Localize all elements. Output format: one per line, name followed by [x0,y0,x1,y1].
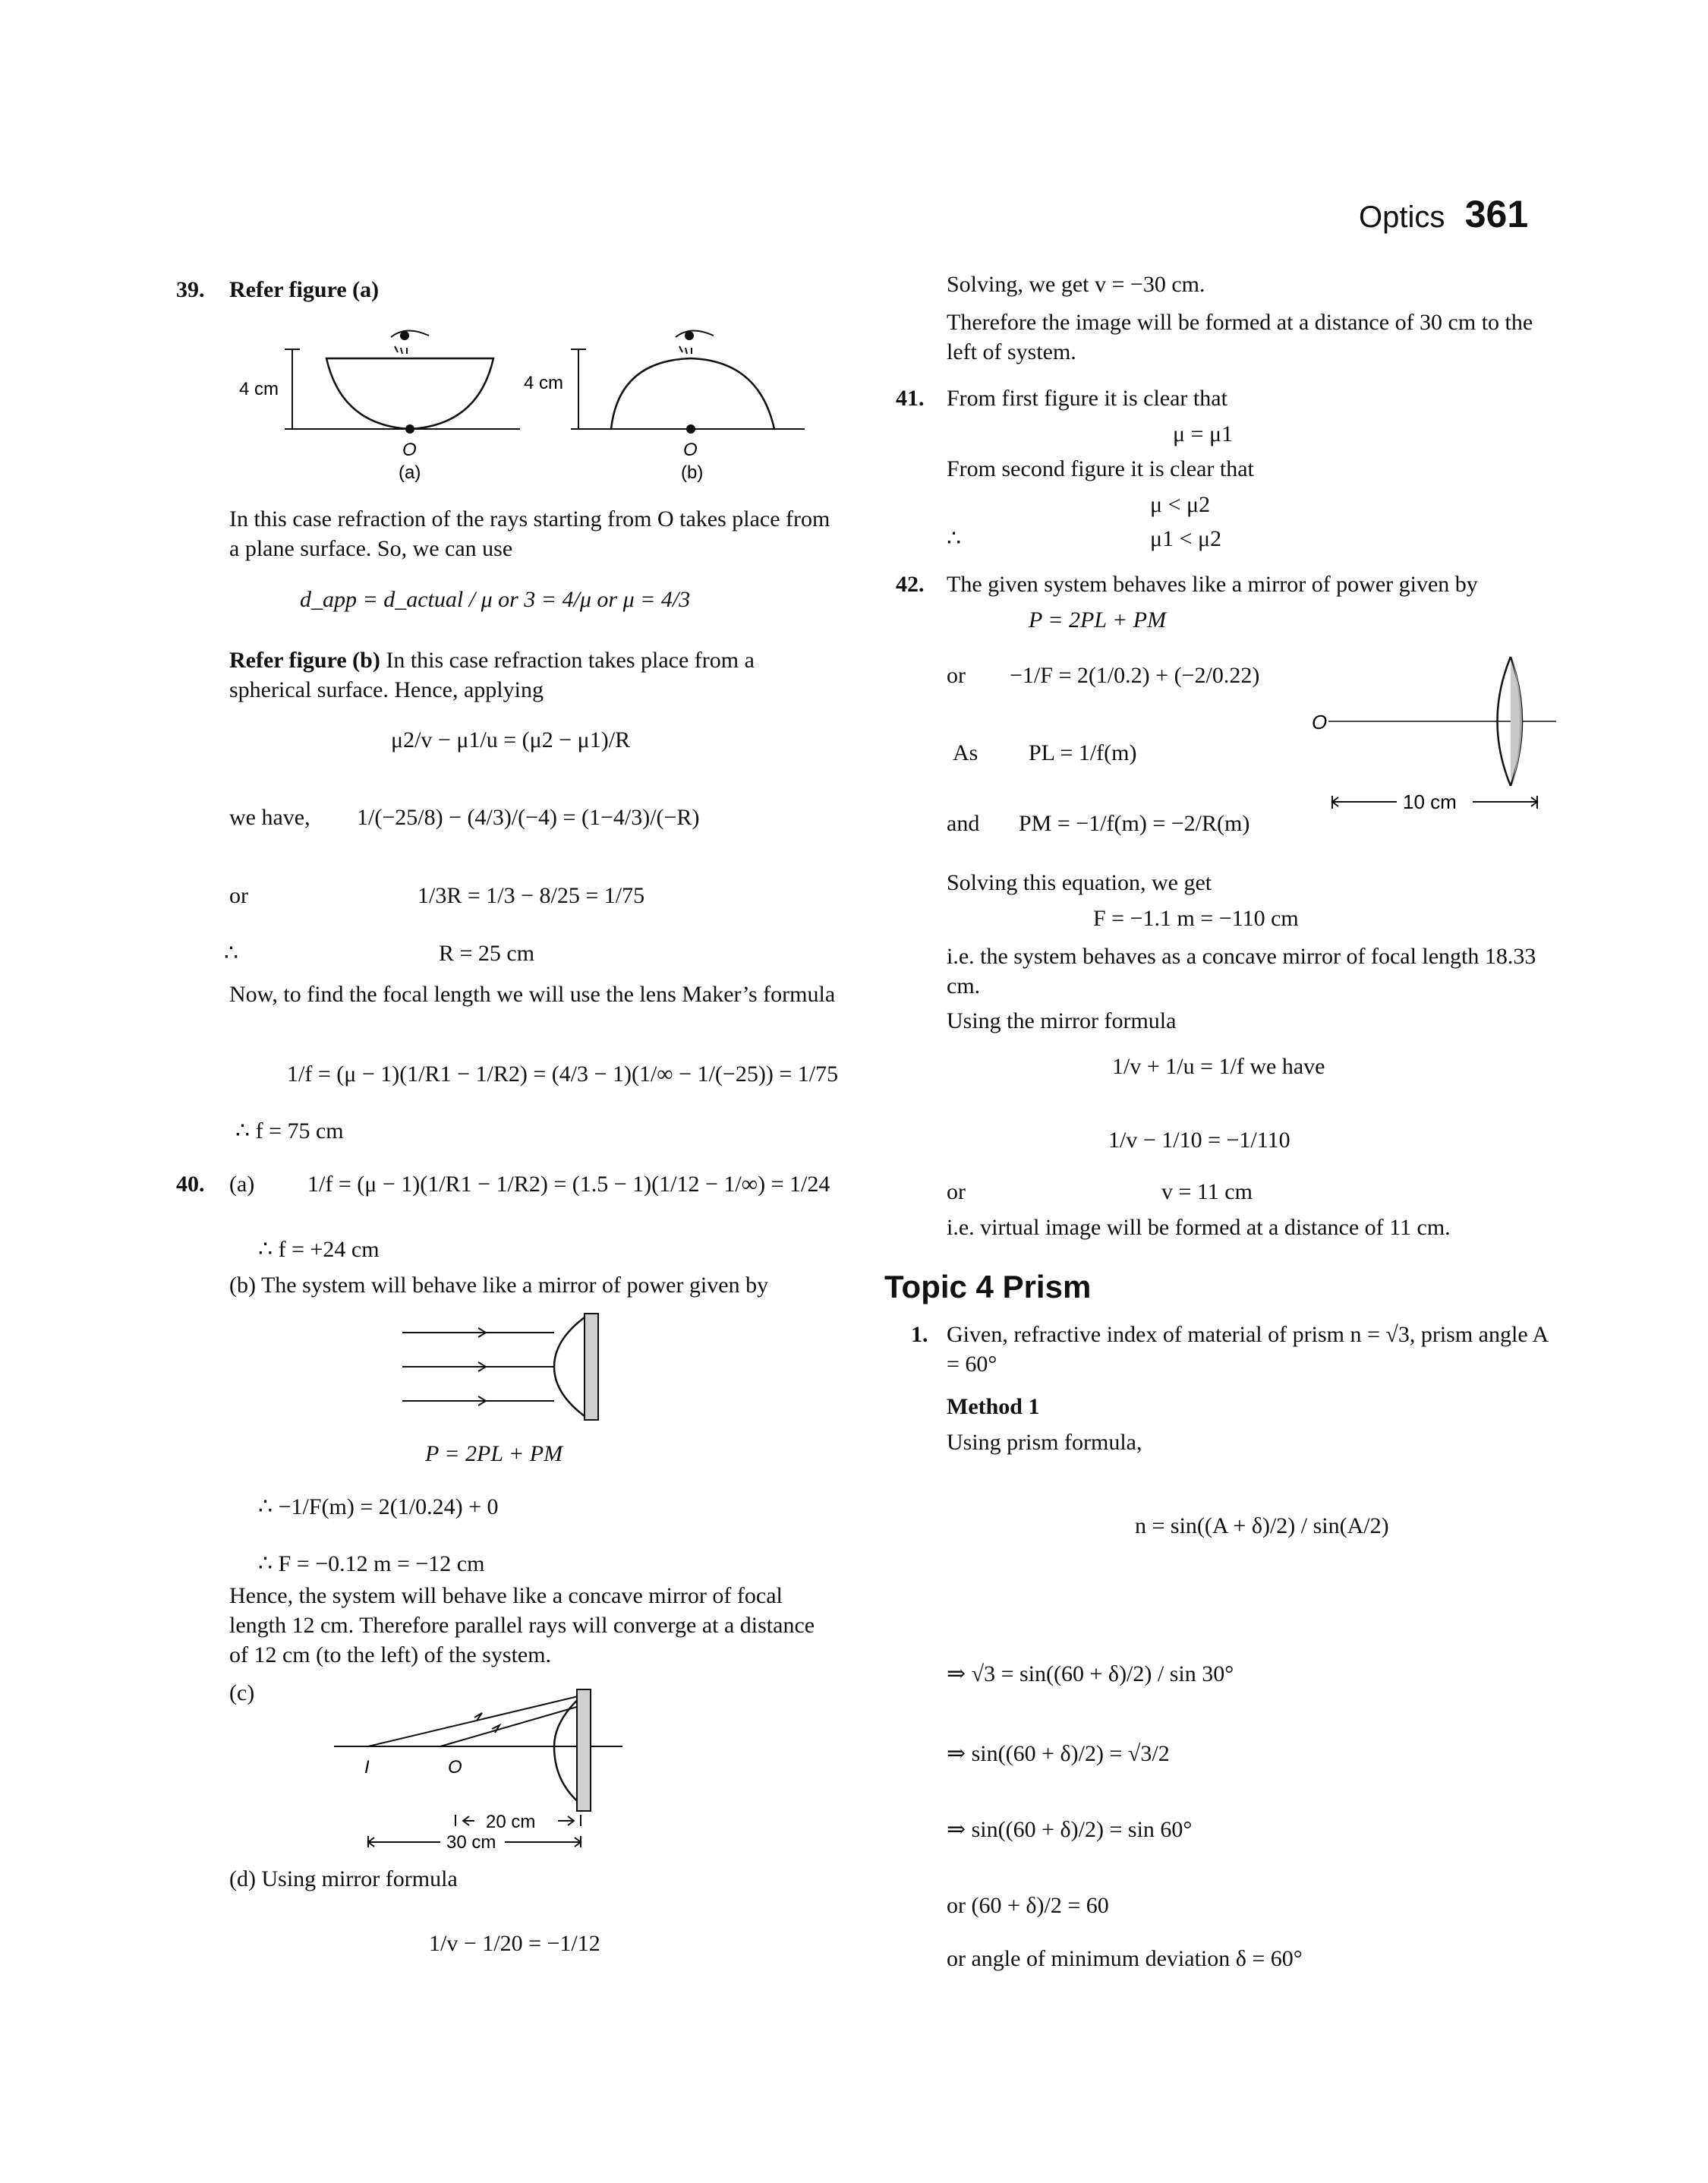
q39-title: Refer figure (a) [229,277,380,302]
fig-b-point-label: O [683,440,698,460]
q42-line-5: i.e. virtual image will be formed at a distance of 11 cm. [947,1215,1451,1240]
topic4-line-2: Using prism formula, [947,1430,1142,1455]
q39-equation-1: d_app = d_actual / μ or 3 = 4/μ or μ = 4/3 [300,587,691,612]
fig-c-30cm-label: 30 cm [446,1832,496,1853]
eye-icon [676,330,714,354]
topic4-method: Method 1 [947,1394,1040,1419]
q39-equation-2: μ2/v − μ1/u = (μ2 − μ1)/R [391,727,631,752]
page-number: 361 [1464,193,1529,235]
topic4-line-3: or angle of minimum deviation δ = 60° [947,1946,1303,1971]
q40-conclusion: Therefore the image will be formed at a distance of 30 cm to the left of system. [947,310,1533,364]
q40-solution-continued: Solving, we get v = −30 cm. [947,272,1205,297]
q41-equation-1: μ = μ1 [1173,421,1234,446]
figure-40c [326,1686,630,1853]
q41-line-2: From second figure it is clear that [947,456,1254,481]
running-header [1359,190,1528,239]
q40-equation-b2: ∴ −1/F(m) = 2(1/0.24) + 0 [258,1494,499,1519]
q39-number: 39. [176,277,205,302]
q42-and: and [947,811,980,836]
q42-or-2: or [947,1179,966,1204]
we-have-label: we have, [229,805,310,830]
topic4-equation-3: ⇒ sin((60 + δ)/2) = √3/2 [947,1741,1170,1766]
fig-c-20cm-label: 20 cm [486,1812,536,1832]
figure-39 [228,319,820,486]
q42-equation-5: F = −1.1 m = −110 cm [1093,906,1299,931]
q41-equation-3: μ1 < μ2 [1150,526,1222,551]
q42-line-2: Solving this equation, we get [947,870,1212,895]
q39-equation-5: R = 25 cm [439,941,535,966]
topic4-line-1: Given, refractive index of material of prism n = √3, prism angle A = 60° [947,1322,1548,1377]
fig-b-depth-label: 4 cm [524,373,564,393]
section-title: Optics [1359,200,1445,234]
fig-a-caption: (a) [399,462,421,483]
q39-paragraph-2-text: In this case refraction takes place from a spherical surface. Hence, applying [229,648,755,702]
q40-part-d-text: (d) Using mirror formula [229,1866,458,1891]
q40-number: 40. [176,1172,205,1197]
refer-figure-b: Refer figure (b) [229,648,380,673]
topic4-equation-4: ⇒ sin((60 + δ)/2) = sin 60° [947,1817,1193,1842]
q42-or: or [947,663,966,688]
q39-paragraph-2 [229,645,837,705]
q39-equation-6: 1/f = (μ − 1)(1/R1 − 1/R2) = (4/3 − 1)(1/∞ − 1/(−25)) = 1/75 [287,1062,839,1087]
topic-4-heading: Topic 4 Prism [884,1269,1092,1304]
q41-equation-2: μ < μ2 [1150,492,1211,517]
topic4-q1-number: 1. [911,1322,928,1347]
or-label: or [229,883,248,908]
q42-equation-8: v = 11 cm [1161,1179,1253,1204]
q39-equation-7: ∴ f = 75 cm [235,1118,344,1144]
figure-42 [1306,653,1564,812]
figure-40b [395,1310,622,1431]
q40-part-a-label: (a) [229,1172,255,1197]
topic4-equation-5: or (60 + δ)/2 = 60 [947,1893,1109,1918]
q42-equation-1: P = 2PL + PM [1029,607,1167,633]
fig-42-object-label: O [1312,711,1328,733]
q40-part-b-text: (b) The system will behave like a mirror of power given by [229,1273,769,1298]
eye-icon [391,330,429,354]
fig-42-distance-label: 10 cm [1403,790,1457,812]
q42-line-1: The given system behaves like a mirror of power given by [947,572,1478,597]
q40-equation-b1: P = 2PL + PM [425,1441,563,1466]
fig-c-image-label: I [364,1757,370,1778]
fig-c-object-label: O [448,1757,462,1778]
q40-part-c-label: (c) [229,1680,255,1705]
q42-equation-4: PM = −1/f(m) = −2/R(m) [1019,811,1250,836]
fig-a-depth-label: 4 cm [239,379,279,399]
q40-equation-a2: ∴ f = +24 cm [258,1237,380,1262]
q40-paragraph-b: Hence, the system will behave like a concave mirror of focal length 12 cm. Therefore parallel rays will converge at a distance of 12 cm (to the left) of the system. [229,1583,815,1667]
topic4-equation-2: ⇒ √3 = sin((60 + δ)/2) / sin 30° [947,1661,1234,1686]
q41-line-1: From first figure it is clear that [947,386,1227,411]
q40-equation-a: 1/f = (μ − 1)(1/R1 − 1/R2) = (1.5 − 1)(1/12 − 1/∞) = 1/24 [307,1172,830,1197]
q39-equation-3: 1/(−25/8) − (4/3)/(−4) = (1−4/3)/(−R) [357,805,700,830]
q40-equation-d: 1/v − 1/20 = −1/12 [429,1931,600,1956]
q42-equation-3: PL = 1/f(m) [1029,740,1137,765]
q42-equation-2: −1/F = 2(1/0.2) + (−2/0.22) [1010,663,1260,688]
fig-b-caption: (b) [681,462,704,483]
topic4-equation-1: n = sin((A + δ)/2) / sin(A/2) [1135,1513,1389,1538]
q39-equation-4: 1/3R = 1/3 − 8/25 = 1/75 [418,883,645,908]
q42-line-3: i.e. the system behaves as a concave mirror of focal length 18.33 cm. [947,944,1536,998]
fig-a-point-label: O [402,440,417,460]
q42-as: As [953,740,978,765]
q39-paragraph-3: Now, to find the focal length we will use the lens Maker’s formula [229,982,836,1007]
therefore-symbol: ∴ [224,941,239,966]
q42-equation-6: 1/v + 1/u = 1/f we have [1112,1054,1325,1079]
q42-equation-7: 1/v − 1/10 = −1/110 [1108,1128,1290,1153]
q39-paragraph-1: In this case refraction of the rays starting from O takes place from a plane surface. So, we can use [229,506,830,561]
q42-line-4: Using the mirror formula [947,1008,1177,1033]
q40-equation-b3: ∴ F = −0.12 m = −12 cm [258,1551,485,1576]
q42-number: 42. [896,572,925,597]
q41-number: 41. [896,386,925,411]
q41-therefore: ∴ [947,526,962,551]
